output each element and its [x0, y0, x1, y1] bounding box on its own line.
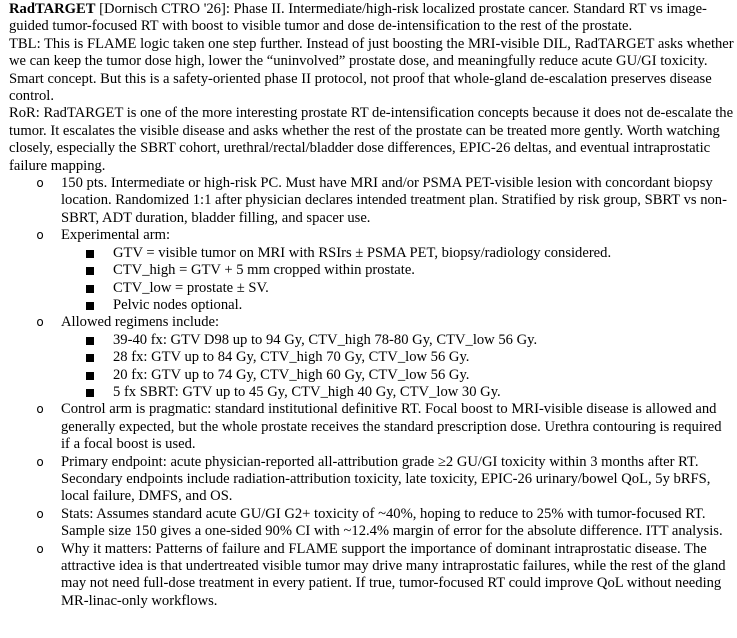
list-item-population: [34, 175, 734, 227]
intro-text: [Dornisch CTRO '26]: Phase II. Intermediate/high-risk localized prostate cancer. Standard RT vs image-guided tumor-focused RT with boost to visible tumor and dose de-intensification to the rest of the prostate.: [9, 1, 707, 35]
sublist-item-text: 39-40 fx: GTV D98 up to 94 Gy, CTV_high 78-80 Gy, CTV_low 56 Gy.: [113, 331, 538, 348]
square-bullet-icon: [86, 267, 94, 275]
circle-bullet-icon: o: [36, 541, 44, 556]
circle-bullet-icon: o: [36, 402, 44, 417]
sublist-item: [86, 384, 734, 401]
sublist-item: [86, 245, 734, 262]
square-bullet-icon: [86, 354, 94, 362]
ror-paragraph: RoR: RadTARGET is one of the more interesting prostate RT de-intensification concepts because it does not de-escalate the tumor. It escalates the visible disease and asks whether the rest of the prostate can be treated more gently. Worth watching closely, especially the SBRT cohort, urethral/rectal/bladder dose differences, EPIC-26 deltas, and eventual intraprostatic failure mapping.: [9, 105, 734, 174]
list-item-text: Experimental arm:: [61, 227, 171, 244]
list-item-why-it-matters: [34, 541, 734, 611]
circle-bullet-icon: o: [36, 228, 44, 243]
square-bullet-icon: [86, 337, 94, 345]
circle-bullet-icon: o: [36, 454, 44, 469]
main-bullet-list: [9, 175, 734, 610]
sublist-item: [86, 280, 734, 297]
sublist-item: [86, 332, 734, 349]
sublist-item: [86, 367, 734, 384]
sublist-item: [86, 262, 734, 279]
circle-bullet-icon: o: [36, 176, 44, 191]
sublist-item-text: Pelvic nodes optional.: [113, 296, 243, 313]
list-item-stats: [34, 506, 734, 541]
list-item-text: Primary endpoint: acute physician-reported all-attribution grade ≥2 GU/GI toxicity within 3 months after RT. Secondary endpoints include radiation-attribution toxicity, late toxicity, EPIC-26 urinary/bowel QoL, 5y bRFS, local failure, DMFS, and OS.: [61, 453, 711, 505]
sublist-item: [86, 349, 734, 366]
list-item-regimens: [34, 314, 734, 401]
list-item-text: 150 pts. Intermediate or high-risk PC. Must have MRI and/or PSMA PET-visible lesion with concordant biopsy location. Randomized 1:1 after physician declares intended treatment plan. Stratified by risk group, SBRT vs non-SBRT, ADT duration, bladder filling, and spacer use.: [61, 175, 727, 226]
sublist-item-text: CTV_high = GTV + 5 mm cropped within prostate.: [113, 262, 415, 279]
sublist-item-text: GTV = visible tumor on MRI with RSIrs ± PSMA PET, biopsy/radiology considered.: [113, 244, 612, 261]
square-bullet-icon: [86, 302, 94, 310]
list-item-text: Allowed regimens include:: [61, 314, 220, 331]
sublist-item: [86, 297, 734, 314]
tbl-paragraph: TBL: This is FLAME logic taken one step further. Instead of just boosting the MRI-visible DIL, RadTARGET asks whether we can keep the tumor dose high, lower the “uninvolved” prostate dose, and meaningfully reduce acute GU/GI toxicity. Smart concept. But this is a safety-oriented phase II protocol, not proof that whole-gland de-escalation preserves disease control.: [9, 35, 734, 105]
trial-name: RadTARGET: [9, 1, 96, 17]
experimental-arm-sublist: [61, 245, 734, 315]
circle-bullet-icon: o: [36, 315, 44, 330]
list-item-endpoints: [34, 454, 734, 506]
square-bullet-icon: [86, 372, 94, 380]
list-item-text: Stats: Assumes standard acute GU/GI G2+ toxicity of ~40%, hoping to reduce to 25% with tumor-focused RT. Sample size 150 gives a one-sided 90% CI with ~12.4% margin of error for the absolute difference. ITT analysis.: [61, 505, 723, 540]
square-bullet-icon: [86, 250, 94, 258]
square-bullet-icon: [86, 389, 94, 397]
list-item-text: Why it matters: Patterns of failure and FLAME support the importance of dominant intraprostatic disease. The attractive idea is that undertreated visible tumor may drive many intraprostatic failures, while the rest of the gland may not need full-dose treatment in every patient. If true, tumor-focused RT could improve QoL without needing MR-linac-only workflows.: [61, 540, 726, 609]
list-item-control-arm: [34, 401, 734, 453]
sublist-item-text: 28 fx: GTV up to 84 Gy, CTV_high 70 Gy, CTV_low 56 Gy.: [113, 349, 470, 366]
intro-paragraph: [9, 1, 734, 36]
list-item-experimental-arm: [34, 227, 734, 314]
sublist-item-text: CTV_low = prostate ± SV.: [113, 279, 269, 296]
list-item-text: Control arm is pragmatic: standard institutional definitive RT. Focal boost to MRI-visible disease is allowed and generally expected, but the whole prostate receives the standard prescription dose. Urethra contouring is required if a focal boost is used.: [61, 401, 722, 453]
sublist-item-text: 20 fx: GTV up to 74 Gy, CTV_high 60 Gy, CTV_low 56 Gy.: [113, 366, 470, 383]
circle-bullet-icon: o: [36, 506, 44, 521]
regimens-sublist: [61, 332, 734, 402]
sublist-item-text: 5 fx SBRT: GTV up to 45 Gy, CTV_high 40 Gy, CTV_low 30 Gy.: [113, 383, 501, 400]
square-bullet-icon: [86, 285, 94, 293]
